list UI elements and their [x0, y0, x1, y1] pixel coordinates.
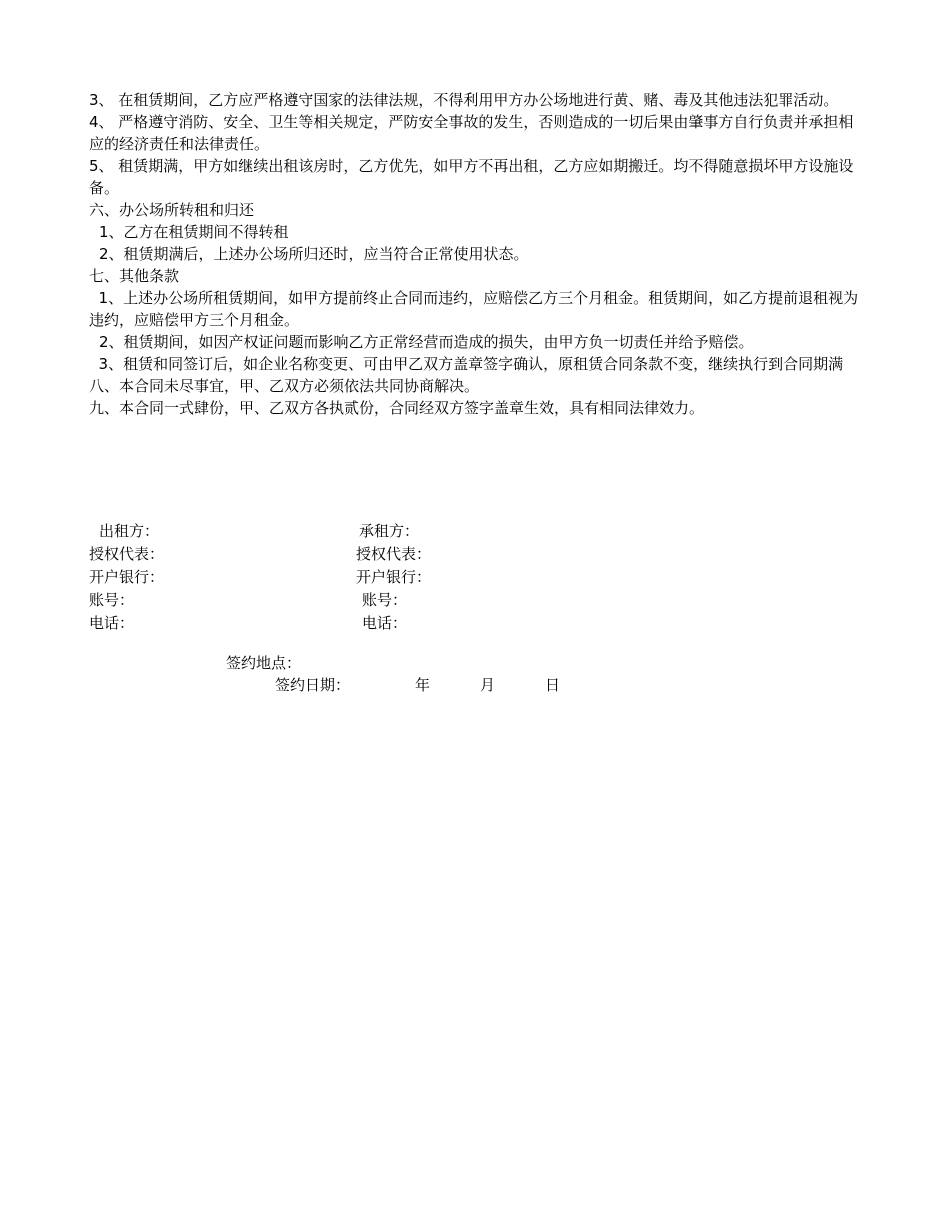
date-month-label: 月	[480, 676, 496, 694]
clause-7-1	[89, 287, 859, 331]
section-8: 八、本合同未尽事宜，甲、乙双方必须依法共同协商解决。	[89, 377, 480, 395]
bank-row	[89, 566, 789, 589]
lessor-phone-label: 电话：	[89, 614, 135, 632]
representative-row	[89, 543, 789, 566]
lessee-phone-label: 电话：	[362, 614, 408, 632]
clause-7-3	[89, 353, 859, 375]
account-row	[89, 589, 789, 612]
section-6-heading: 六、办公场所转租和归还	[89, 201, 255, 219]
clause-7-3-text: 3、租赁和同签订后，如企业名称变更、可由甲乙双方盖章签字确认，原租赁合同条款不变，继续执行到合同期满	[98, 355, 844, 373]
lessee-bank-label: 开户银行：	[356, 568, 432, 586]
clause-6-2: 2、租赁期满后，上述办公场所归还时，应当符合正常使用状态。	[99, 245, 529, 263]
lessee-label: 承租方：	[359, 522, 420, 540]
lessee-account-label: 账号：	[362, 591, 408, 609]
clause-5-5: 5、 租赁期满，甲方如继续出租该房时，乙方优先，如甲方不再出租，乙方应如期搬迁。均不得随意损坏甲方设施设备。	[89, 157, 854, 197]
section-7-heading: 七、其他条款	[89, 267, 180, 285]
clause-5-3: 3、 在租赁期间，乙方应严格遵守国家的法律法规，不得利用甲方办公场地进行黄、赌、毒及其他违法犯罪活动。	[89, 91, 839, 109]
date-day-label: 日	[545, 676, 561, 694]
clause-7-1-text: 1、上述办公场所租赁期间，如甲方提前终止合同而违约，应赔偿乙方三个月租金。租赁期间，如乙方提前退租视为违约，应赔偿甲方三个月租金。	[89, 289, 859, 329]
lessor-label: 出租方：	[99, 522, 160, 540]
clause-5-4: 4、 严格遵守消防、安全、卫生等相关规定，严防安全事故的发生，否则造成的一切后果由肇事方自行负责并承担相应的经济责任和法律责任。	[89, 113, 854, 153]
date-year-label: 年	[415, 676, 431, 694]
clause-6-1: 1、乙方在租赁期间不得转租	[99, 223, 289, 241]
phone-row	[89, 612, 789, 635]
signing-place: 签约地点：	[226, 654, 302, 672]
section-9: 九、本合同一式肆份，甲、乙双方各执贰份，合同经双方签字盖章生效，具有相同法律效力。	[89, 399, 705, 417]
signing-date-label: 签约日期：	[275, 676, 351, 694]
lessor-representative-label: 授权代表：	[89, 545, 165, 563]
signature-block	[89, 520, 789, 635]
contract-body	[89, 89, 859, 419]
lessee-representative-label: 授权代表：	[356, 545, 432, 563]
clause-7-2: 2、租赁期间，如因产权证问题而影响乙方正常经营而造成的损失，由甲方负一切责任并给予赔偿。	[99, 333, 754, 351]
party-row	[89, 520, 789, 543]
lessor-bank-label: 开户银行：	[89, 568, 165, 586]
lessor-account-label: 账号：	[89, 591, 135, 609]
